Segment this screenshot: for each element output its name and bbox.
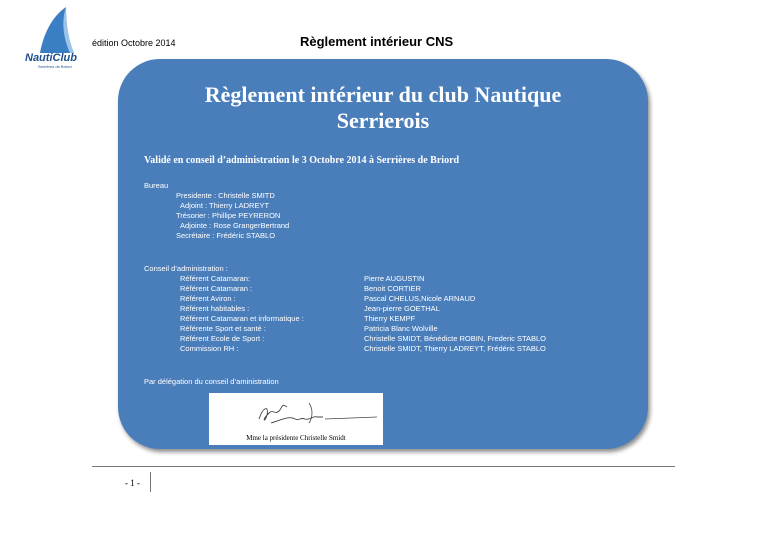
bureau-member: Adjoint : Thierry LADREYT [180, 201, 270, 210]
panel-title-line2: Serrierois [336, 108, 430, 133]
bureau-heading: Bureau [144, 181, 169, 190]
conseil-role: Référent habitables : [180, 304, 250, 313]
bureau-member: Trésorier : Phillipe PEYRERON [176, 211, 281, 220]
conseil-role: Commission RH : [180, 344, 239, 353]
conseil-name: Thierry KEMPF [364, 314, 416, 323]
conseil-heading: Conseil d’administration : [144, 264, 228, 273]
conseil-role: Référent Ecole de Sport : [180, 334, 265, 343]
reglement-panel [118, 59, 648, 449]
bureau-member: Presidente : Christelle SMITD [176, 191, 275, 200]
conseil-name: Pascal CHELUS,Nicole ARNAUD [364, 294, 476, 303]
logo-subtext: Serrières de Briord [38, 64, 72, 69]
footer-divider [92, 466, 675, 467]
sail-logo-icon [24, 5, 88, 71]
conseil-name: Pierre AUGUSTIN [364, 274, 425, 283]
conseil-name: Christelle SMIDT, Bénédicte ROBIN, Frederic STABLO [364, 334, 546, 343]
validation-statement: Validé en conseil d’administration le 3 Octobre 2014 à Serrières de Briord [144, 155, 460, 166]
conseil-role: Référent Catamaran et informatique : [180, 314, 304, 323]
page-number-divider [150, 472, 151, 492]
edition-label: édition Octobre 2014 [92, 38, 176, 48]
delegation-text: Par délégation du conseil d’aministration [144, 377, 279, 386]
conseil-role: Référent Catamaran: [180, 274, 251, 283]
bureau-member: Adjointe : Rose GrangerBertrand [180, 221, 290, 230]
panel-title [118, 82, 648, 134]
conseil-name: Benoit CORTIER [364, 284, 421, 293]
bureau-member: Secrétaire : Frédéric STABLO [176, 231, 276, 240]
conseil-role: Référent Catamaran : [180, 284, 253, 293]
page-number: - 1 - [125, 478, 140, 488]
signature-caption: Mme la présidente Christelle Smidt [246, 434, 346, 442]
conseil-role: Référent Aviron : [180, 294, 236, 303]
logo-wordmark: NautiClub [25, 52, 77, 64]
conseil-name: Patricia Blanc Wolville [364, 324, 438, 333]
conseil-name: Jean-pierre GOETHAL [364, 304, 440, 313]
conseil-role: Référente Sport et santé : [180, 324, 266, 333]
panel-title-line1: Règlement intérieur du club Nautique [204, 82, 562, 107]
signature-box [209, 393, 383, 445]
conseil-name: Christelle SMIDT, Thierry LADREYT, Frédéric STABLO [364, 344, 546, 353]
document-header-title: Règlement intérieur CNS [300, 34, 454, 49]
nauticlub-logo [24, 5, 88, 71]
handwritten-signature [209, 393, 383, 433]
